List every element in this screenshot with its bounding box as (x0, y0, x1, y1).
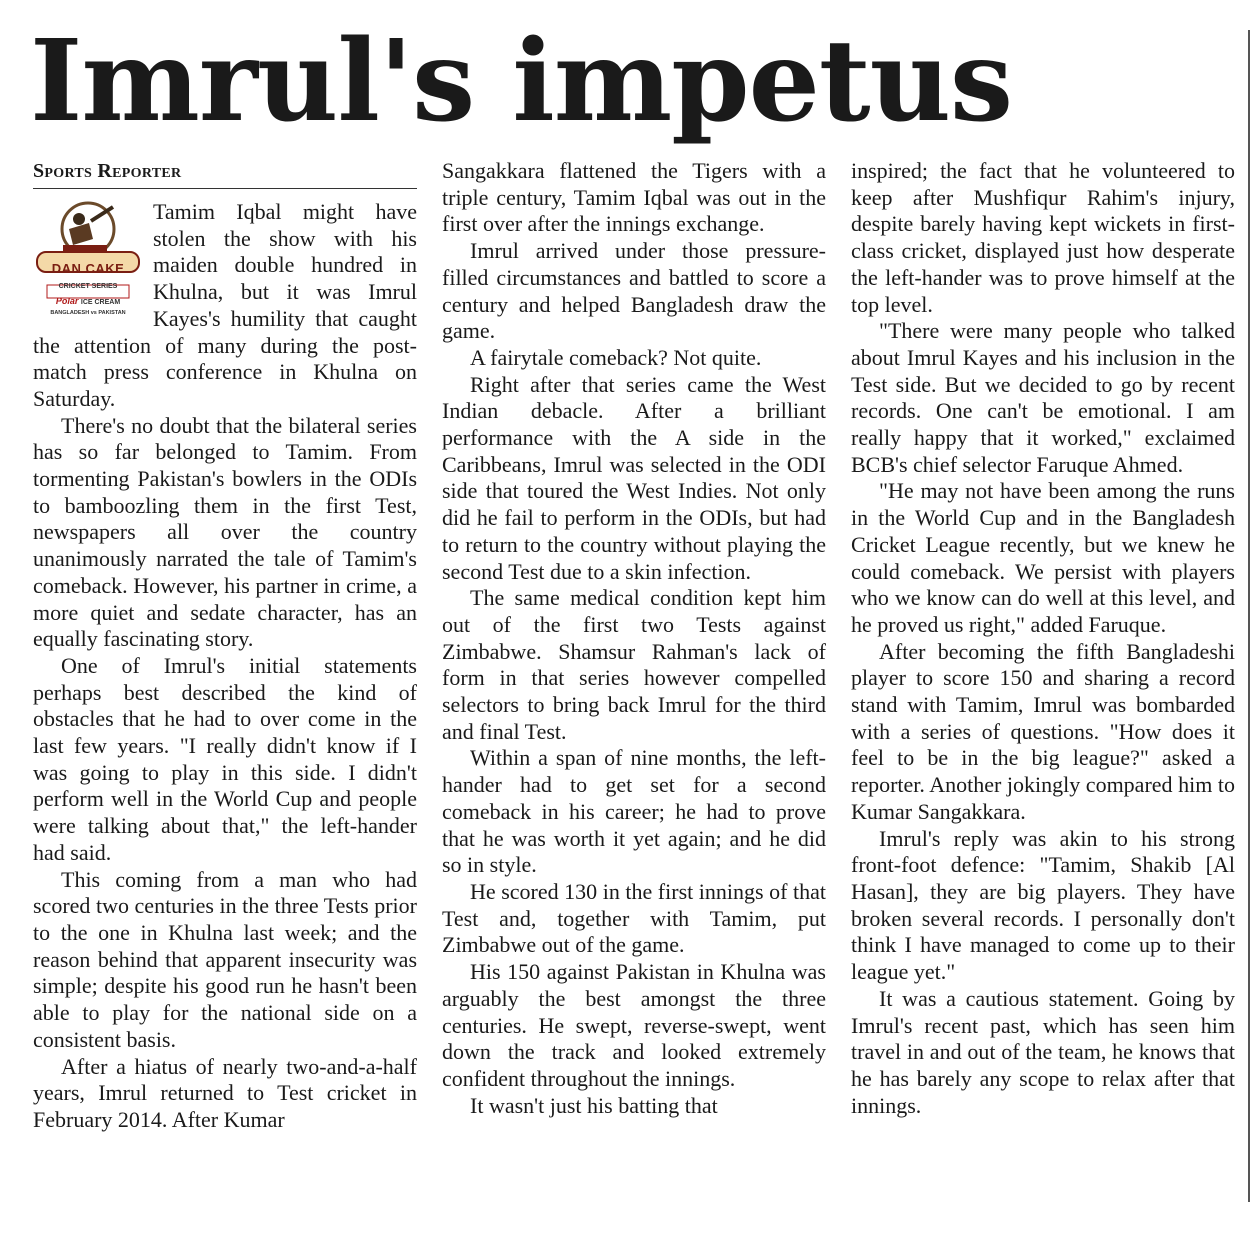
paragraph: It wasn't just his batting that (470, 1092, 718, 1118)
paragraph: "There were many people who talked about Imrul Kayes and his inclusion in the Test side. But we decided to go by recent records. One can't be emotional. I am really happy that it worked," exclaimed BCB's chief selector Faruque Ahmed. (851, 318, 1235, 477)
co-sponsor-brand: Polar (55, 296, 79, 306)
paragraph: Right after that series came the West Indian debacle. After a brilliant performance with the A side in the Caribbeans, Imrul was selected in the ODI side that toured the West Indies. Not only did he fail to perform in the ODIs, but had to return to the country without playing the second Test due to a skin infection. (442, 371, 826, 584)
sponsor-name: DAN CAKE (51, 261, 125, 276)
article-column-2 (442, 158, 826, 1119)
paragraph: His 150 against Pakistan in Khulna was arguably the best amongst the three centuries. He swept, reverse-swept, went down the track and looked extremely confident throughout the innings. (442, 959, 826, 1091)
paragraph: Imrul's reply was akin to his strong front-foot defence: "Tamim, Shakib [Al Hasan], they are big players. They have broken several records. I personally don't think I have managed to come up to their league yet." (851, 825, 1235, 985)
paragraph: Sangakkara flattened the Tigers with a triple century, Tamim Iqbal was out in the first over after the innings exchange. (442, 158, 826, 237)
co-sponsor-line: ICE CREAM (80, 299, 121, 306)
article-column-3 (851, 158, 1235, 1119)
paragraph: Within a span of nine months, the left-hander had to get set for a second comeback in his career; he had to prove that he was worth it yet again; and he did so in style. (442, 745, 826, 878)
paragraph: After a hiatus of nearly two-and-a-half years, Imrul returned to Test cricket in February 2014. After Kumar (33, 1053, 417, 1132)
paragraph: A fairytale comeback? Not quite. (470, 344, 762, 370)
paragraph: "He may not have been among the runs in the World Cup and in the Bangladesh Cricket League recently, but we knew he could comeback. We persist with players who we know can do well at this level, and he proved us right," added Faruque. (851, 478, 1235, 637)
paragraph: Imrul arrived under those pressure-filled circumstances and battled to score a century and helped Bangladesh draw the game. (442, 238, 826, 344)
sponsor-series: CRICKET SERIES (58, 283, 118, 290)
paragraph: This coming from a man who had scored two centuries in the three Tests prior to the one in Khulna last week; and the reason behind that apparent insecurity was simple; despite his good run he hasn't been able to play for the national side on a consistent basis. (33, 866, 417, 1052)
byline: Sports Reporter (33, 158, 417, 189)
paragraph: It was a cautious statement. Going by Imrul's recent past, which has seen him travel in and out of the team, he knows that he has barely any scope to relax after that innings. (851, 985, 1235, 1118)
headline: Imrul's impetus (30, 16, 1013, 147)
paragraph: Tamim Iqbal might have stolen the show with his maiden double hundred in Khulna, but it was Imrul Kayes's humility that caught the attention of many during the post-match press conference in Khulna on Saturday. (33, 199, 417, 411)
paragraph: After becoming the fifth Bangladeshi player to score 150 and sharing a record stand with Tamim, Imrul was bombarded with a series of questions. "How does it feel to be in the big league?" asked a reporter. Another jokingly compared him to Kumar Sangakkara. (851, 638, 1235, 824)
paragraph: inspired; the fact that he volunteered to keep after Mushfiqur Rahim's injury, despite barely having kept wickets in first-class cricket, displayed just how desperate the left-hander was to prove himself at the top level. (851, 158, 1235, 317)
sponsor-fixture: BANGLADESH vs PAKISTAN (50, 310, 126, 316)
paragraph: He scored 130 in the first innings of that Test and, together with Tamim, put Zimbabwe out of the game. (442, 878, 826, 958)
paragraph: The same medical condition kept him out of the first two Tests against Zimbabwe. Shamsur Rahman's lack of form in that series however compelled selectors to bring back Imrul for the third and final Test. (442, 585, 826, 744)
column-rule (1248, 30, 1250, 1202)
paragraph: There's no doubt that the bilateral series has so far belonged to Tamim. From tormenting Pakistan's bowlers in the ODIs to bamboozling them in the first Test, newspapers all over the country unanimously narrated the tale of Tamim's comeback. However, his partner in crime, a more quiet and sedate character, has an equally fascinating story. (33, 412, 417, 652)
dan-cake-sponsor-logo (33, 199, 143, 316)
paragraph: One of Imrul's initial statements perhaps best described the kind of obstacles that he had to over come in the last few years. "I really didn't know if I was going to play in this side. I didn't perform well in the World Cup and people were talking about that," the left-hander had said. (33, 652, 417, 865)
article-column-1 (33, 158, 417, 1134)
